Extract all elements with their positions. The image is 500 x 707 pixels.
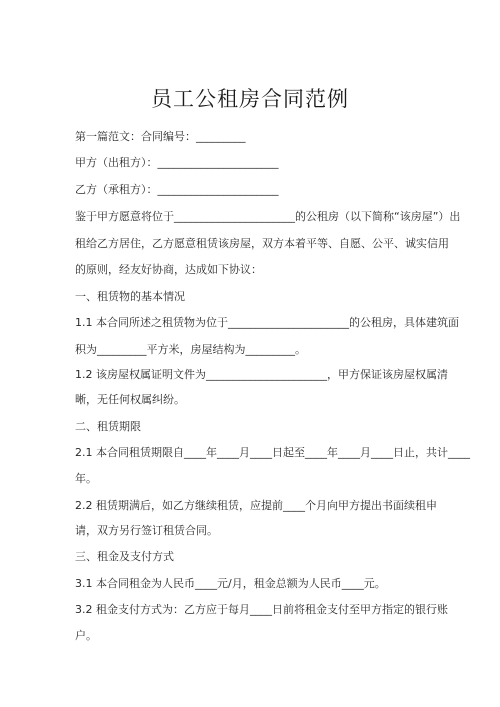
preamble-line-1: 鉴于甲方愿意将位于______________________的公租房（以下简称“该房屋”）出 xyxy=(75,210,461,223)
section-1-heading: 一、租赁物的基本情况 xyxy=(75,290,185,303)
preamble-line-2: 租给乙方居住，乙方愿意租赁该房屋，双方本着平等、自愿、公平、诚实信用 xyxy=(75,237,449,250)
document-title: 员工公租房合同范例 xyxy=(151,87,349,111)
section-3-heading: 三、租金及支付方式 xyxy=(75,550,174,563)
section-2-heading: 二、租赁期限 xyxy=(75,420,141,433)
contract-number-line: 第一篇范文：合同编号：_________ xyxy=(75,130,246,143)
clause-2-2-line-1: 2.2 租赁期满后，如乙方继续租赁，应提前____个月向甲方提出书面续租申 xyxy=(75,499,437,512)
clause-2-1-line-1: 2.1 本合同租赁期限自____年____月____日起至____年____月____日止，共计____ xyxy=(75,446,470,459)
clause-3-2-line-2: 户。 xyxy=(75,629,97,642)
party-a-line: 甲方（出租方）：______________________ xyxy=(75,156,279,169)
party-b-line: 乙方（承租方）：______________________ xyxy=(75,183,279,196)
clause-1-1-line-1: 1.1 本合同所述之租赁物为位于______________________的公租房，具体建筑面 xyxy=(75,316,459,329)
preamble-line-3: 的原则，经友好协商，达成如下协议： xyxy=(75,263,262,276)
clause-2-1-line-2: 年。 xyxy=(75,472,97,485)
clause-1-1-line-2: 积为_________平方米，房屋结构为_________。 xyxy=(75,343,306,356)
clause-2-2-line-2: 请，双方另行签订租赁合同。 xyxy=(75,524,218,537)
clause-1-2-line-2: 晰，无任何权属纠纷。 xyxy=(75,393,185,406)
clause-1-2-line-1: 1.2 该房屋权属证明文件为______________________，甲方保证该房屋权属清 xyxy=(75,368,448,381)
clause-3-2-line-1: 3.2 租金支付方式为：乙方应于每月____日前将租金支付至甲方指定的银行账 xyxy=(75,603,448,616)
clause-3-1-line: 3.1 本合同租金为人民币____元/月，租金总额为人民币____元。 xyxy=(75,577,386,590)
